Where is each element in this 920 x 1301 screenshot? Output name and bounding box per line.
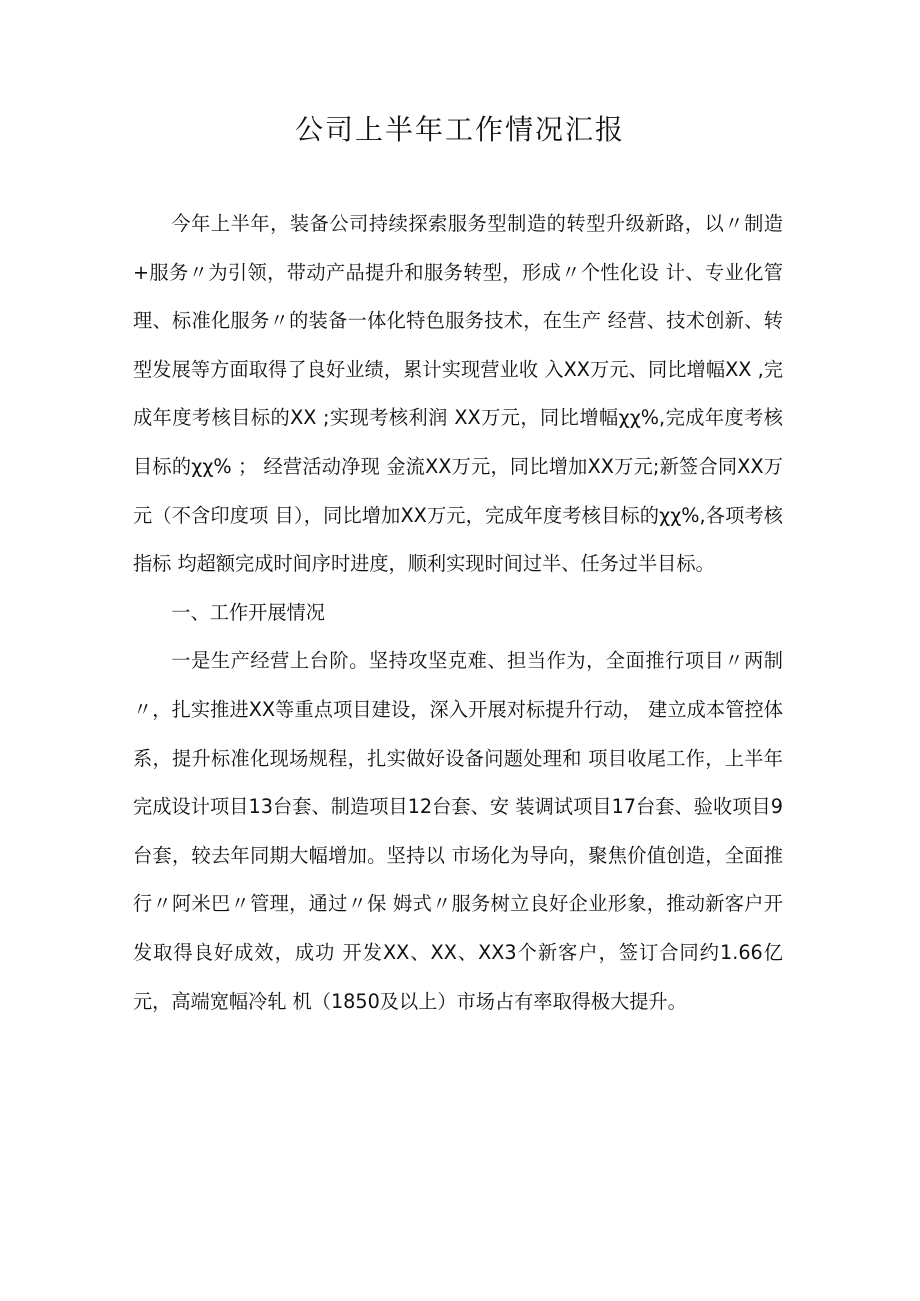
intro-paragraph: 今年上半年，装备公司持续探索服务型制造的转型升级新路，以〃制造+服务〃为引领，带动产品提升和服务转型，形成〃个性化设 计、专业化管理、标准化服务〃的装备一体化特色服务技术，在生产 经营、技术创新、转型发展等方面取得了良好业绩，累计实现营业收 入XX万元、同比增幅XX ,完成年度考核目标的XX ;实现考核利润 XX万元，同比增幅χχ%,完成年度考核目标的χχ% ； 经营活动净现 金流XX万元，同比增加XX万元;新签合同XX万元（不含印度项 目），同比增加XX万元，完成年度考核目标的χχ%,各项考核指标 均超额完成时间序时进度，顺利实现时间过半、任务过半目标。 bbox=[133, 212, 783, 576]
document-body bbox=[133, 200, 783, 1026]
document-title: 公司上半年工作情况汇报 bbox=[294, 113, 625, 146]
section-paragraph: 一是生产经营上台阶。坚持攻坚克难、担当作为，全面推行项目〃两制〃，扎实推进XX等重点项目建设，深入开展对标提升行动， 建立成本管控体系，提升标准化现场规程，扎实做好设备问题处理和 项目收尾工作，上半年完成设计项目13台套、制造项目12台套、安 装调试项目17台套、验收项目9台套，较去年同期大幅增加。坚持以 市场化为导向，聚焦价值创造，全面推行〃阿米巴〃管理，通过〃保 姆式〃服务树立良好企业形象，推动新客户开发取得良好成效，成功 开发XX、XX、XX3个新客户，签订合同约1.66亿元，高端宽幅冷轧 机（1850及以上）市场占有率取得极大提升。 bbox=[133, 649, 783, 1013]
section-heading: 一、工作开展情况 bbox=[171, 600, 325, 624]
